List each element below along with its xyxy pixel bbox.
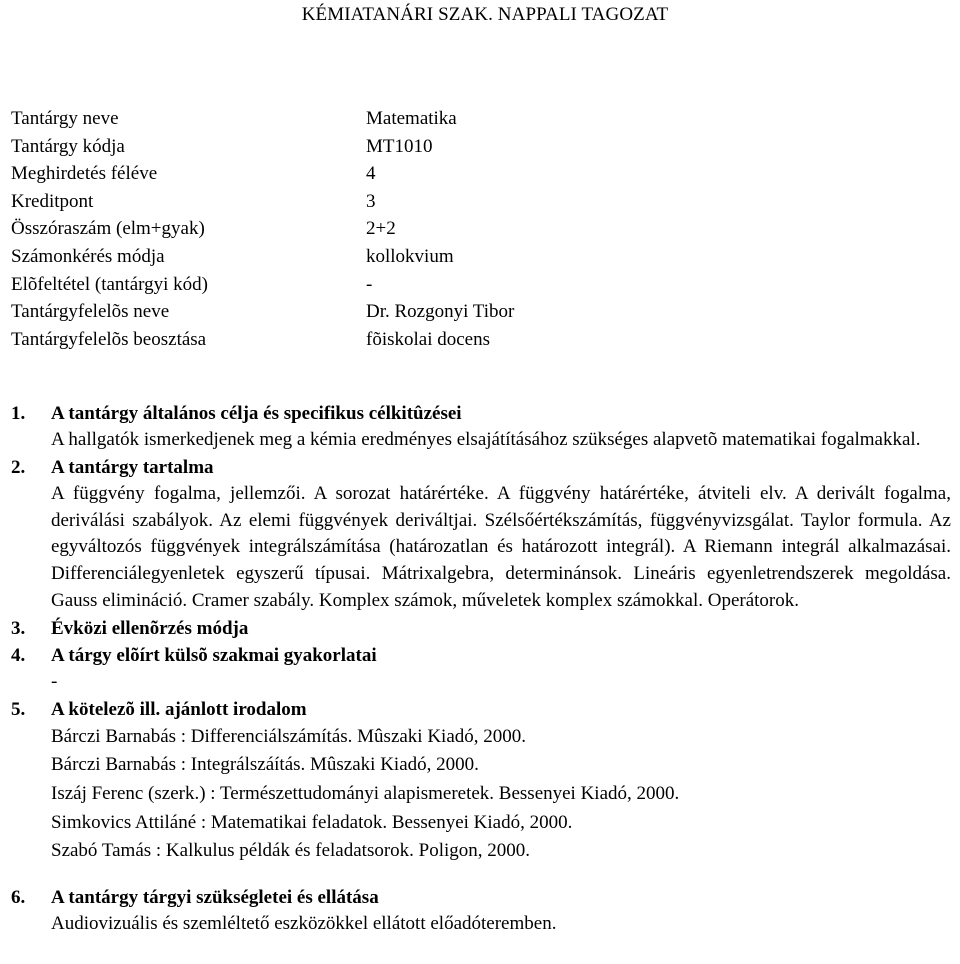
section-4-body: -: [51, 670, 58, 692]
section-title-text: A tantárgy általános célja és specifikus célkitûzései: [51, 403, 462, 424]
info-value: Dr. Rozgonyi Tibor: [366, 301, 515, 323]
reference-list: [51, 723, 951, 866]
section-number: 3.: [11, 617, 26, 639]
info-label: Tantárgyfelelõs beosztása: [11, 328, 207, 350]
info-value: -: [366, 273, 373, 295]
info-value: 4: [366, 163, 376, 185]
section-number: 5.: [11, 698, 26, 720]
section-5-title: [11, 696, 951, 723]
section-title-text: A tantárgy tartalma: [51, 456, 214, 478]
info-label: Tantárgy neve: [11, 108, 119, 129]
info-value: 3: [366, 190, 376, 212]
section-number: 2.: [11, 456, 26, 478]
section-1-body: A hallgatók ismerkedjenek meg a kémia eredményes elsajátításához szükséges alapvetõ matematikai fogalmakkal.: [51, 429, 921, 450]
section-title-text: A tárgy elõírt külsõ szakmai gyakorlatai: [51, 644, 377, 666]
info-value: Matematika: [366, 108, 457, 129]
info-label: Tantárgyfelelõs neve: [11, 301, 170, 323]
reference-item: Bárczi Barnabás : Differenciálszámítás. Mûszaki Kiadó, 2000.: [51, 725, 527, 747]
section-2-title: [11, 454, 951, 481]
info-label: Elõfeltétel (tantárgyi kód): [11, 273, 208, 295]
section-title-text: A kötelezõ ill. ajánlott irodalom: [51, 698, 307, 720]
section-6-title: [11, 884, 951, 911]
reference-item: Simkovics Attiláné : Matematikai feladatok. Bessenyei Kiadó, 2000.: [51, 811, 573, 833]
section-number: 6.: [11, 887, 26, 909]
info-value: MT1010: [366, 135, 433, 157]
info-value: kollokvium: [366, 245, 454, 267]
section-number: 4.: [11, 644, 26, 666]
reference-item: Szabó Tamás : Kalkulus példák és feladatsorok. Poligon, 2000.: [51, 840, 531, 862]
section-1-title: [11, 400, 951, 427]
info-label: Tantárgy kódja: [11, 135, 125, 157]
page-header: KÉMIATANÁRI SZAK. NAPPALI TAGOZAT: [301, 4, 669, 25]
section-3-title: [11, 615, 951, 642]
sections: [11, 400, 951, 938]
info-label: Összóraszám (elm+gyak): [11, 218, 205, 240]
info-label: Számonkérés módja: [11, 245, 165, 267]
info-label: Kreditpont: [11, 190, 94, 212]
section-2-body: A függvény fogalma, jellemzői. A sorozat határértéke. A függvény határértéke, átviteli elv. A derivált fogalma, deriválási szabályok. Az elemi függvények deriváltjai. Szélsőértékszámítás, függvényvizsgálat. Taylor formula. Az egyváltozós függvények integrálszámítása (határozatlan és határozott integrál). A Riemann integrál alkalmazásai. Differenciálegyenletek egyszerű típusai. Mátrixalgebra, determinánsok. Lineáris egyenletrendszerek megoldása. Gauss elimináció. Cramer szabály. Komplex számok, műveletek komplex számokkal. Operátorok.: [51, 482, 951, 611]
section-title-text: A tantárgy tárgyi szükségletei és ellátása: [51, 887, 379, 909]
info-value: fõiskolai docens: [366, 328, 491, 350]
section-4-title: [11, 642, 951, 669]
reference-item: Iszáj Ferenc (szerk.) : Természettudományi alapismeretek. Bessenyei Kiadó, 2000.: [51, 782, 680, 804]
info-value: 2+2: [366, 218, 396, 240]
info-label: Meghirdetés féléve: [11, 163, 158, 185]
section-title-text: Évközi ellenõrzés módja: [51, 617, 249, 639]
section-6-body: Audiovizuális és szemléltető eszközökkel ellátott előadóteremben.: [51, 913, 557, 935]
reference-item: Bárczi Barnabás : Integrálszáítás. Mûszaki Kiadó, 2000.: [51, 754, 479, 776]
section-number: 1.: [11, 403, 26, 424]
spacer: [11, 866, 951, 884]
